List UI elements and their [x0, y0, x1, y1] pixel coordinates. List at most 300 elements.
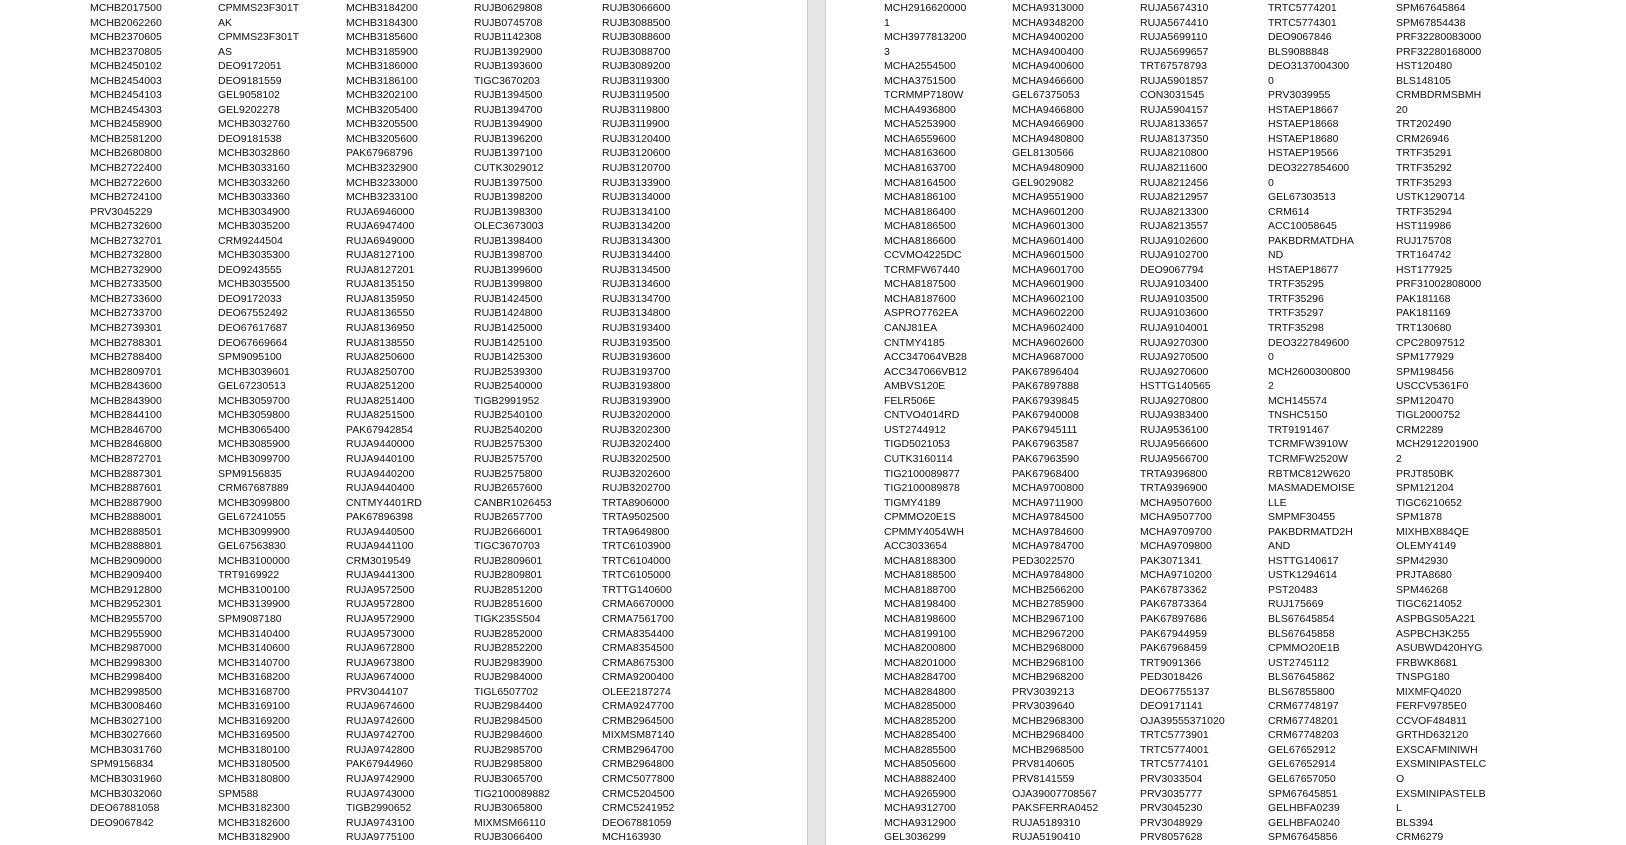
code-cell[interactable]: RUJ175669 [1268, 598, 1324, 611]
code-cell[interactable]: MCHB3033160 [218, 162, 290, 175]
code-cell[interactable]: MCHA9784800 [1012, 569, 1084, 582]
code-cell[interactable]: CPMMY4054WH [884, 525, 964, 538]
code-cell[interactable]: MCHB2732701 [90, 234, 162, 247]
code-cell[interactable]: RUJB2657700 [474, 511, 543, 524]
code-cell[interactable]: RUJA9572900 [346, 612, 415, 625]
code-cell[interactable]: MCHA9709700 [1140, 525, 1212, 538]
code-cell[interactable]: RUJB3134800 [602, 307, 671, 320]
code-cell[interactable]: RUJA8212957 [1140, 191, 1209, 204]
code-cell[interactable]: RUJA9104001 [1140, 322, 1209, 335]
code-cell[interactable]: RUJB2540000 [474, 380, 543, 393]
code-cell[interactable]: TRTC6105000 [602, 569, 671, 582]
code-cell[interactable]: MIXMSM87140 [602, 729, 675, 742]
code-cell[interactable]: PAK67968796 [346, 147, 413, 160]
code-cell[interactable]: RUJB1398400 [474, 234, 543, 247]
code-cell[interactable]: TRT9091366 [1140, 656, 1202, 669]
code-cell[interactable]: CRM67748203 [1268, 729, 1339, 742]
code-cell[interactable]: PAKBDRMATDHA [1268, 234, 1354, 247]
code-cell[interactable]: SPM67645851 [1268, 787, 1338, 800]
code-cell[interactable]: CPMMS23F301T [218, 31, 300, 44]
code-cell[interactable]: RUJB3193900 [602, 394, 671, 407]
code-cell[interactable]: UST2745112 [1268, 656, 1330, 669]
code-cell[interactable]: CRM6279 [1396, 831, 1444, 844]
code-cell[interactable]: MCHB2062260 [90, 16, 162, 29]
code-cell[interactable]: PAK67945111 [1012, 423, 1078, 436]
code-cell[interactable]: RUJA9572800 [346, 598, 415, 611]
code-cell[interactable]: MCHB2968300 [1012, 714, 1084, 727]
code-cell[interactable]: PAK181169 [1396, 307, 1451, 320]
code-cell[interactable]: MCHB2843600 [90, 380, 162, 393]
code-cell[interactable]: MCHB2846800 [90, 438, 162, 451]
code-cell[interactable]: ASPRO7762EA [884, 307, 959, 320]
code-cell[interactable]: CRMC5204500 [602, 787, 675, 800]
code-cell[interactable]: MCHA8285400 [884, 729, 956, 742]
code-cell[interactable]: MCHB2454103 [90, 89, 162, 102]
code-cell[interactable]: RUJA8210800 [1140, 147, 1209, 160]
code-cell[interactable]: MCHB2724100 [90, 191, 162, 204]
code-cell[interactable]: MCHB3033360 [218, 191, 290, 204]
code-cell[interactable]: MCHA8200800 [884, 642, 956, 655]
code-cell[interactable]: RUJB3134400 [602, 249, 671, 262]
code-cell[interactable]: RUJA9742600 [346, 714, 415, 727]
code-cell[interactable]: CRM614 [1268, 205, 1310, 218]
code-cell[interactable]: MCHB2017500 [90, 2, 162, 14]
code-cell[interactable]: RUJB2540100 [474, 409, 543, 422]
code-cell[interactable]: MCHB2968000 [1012, 642, 1084, 655]
code-cell[interactable]: RUJA9270800 [1140, 394, 1209, 407]
code-cell[interactable]: PRV3035777 [1140, 787, 1203, 800]
code-cell[interactable]: RUJB1394900 [474, 118, 543, 131]
code-cell[interactable]: MCHB2998300 [90, 656, 162, 669]
code-cell[interactable]: AS [218, 45, 233, 58]
code-cell[interactable]: RUJB1398700 [474, 249, 543, 262]
code-cell[interactable]: MCHB2967200 [1012, 627, 1084, 640]
code-cell[interactable]: MCHA8198400 [884, 598, 956, 611]
code-cell[interactable]: BLS67645854 [1268, 612, 1335, 625]
code-cell[interactable]: CRM9244504 [218, 234, 283, 247]
code-cell[interactable]: TRTF35292 [1396, 162, 1452, 175]
code-cell[interactable]: MCHB2370805 [90, 45, 162, 58]
code-cell[interactable]: GEL9058102 [218, 89, 280, 102]
code-cell[interactable]: MCHA9601300 [1012, 220, 1084, 233]
code-cell[interactable]: TIGC3670203 [474, 74, 540, 87]
code-cell[interactable]: RUJA8133657 [1140, 118, 1209, 131]
code-cell[interactable]: TIGL2000752 [1396, 409, 1461, 422]
code-cell[interactable]: PRV3039640 [1012, 700, 1075, 713]
code-cell[interactable]: MCHA8186500 [884, 220, 956, 233]
code-cell[interactable]: FRBWK8681 [1396, 656, 1458, 669]
code-cell[interactable]: ACC347066VB12 [884, 365, 967, 378]
code-cell[interactable]: RUJA9270300 [1140, 336, 1209, 349]
code-cell[interactable]: RUJA8251500 [346, 409, 415, 422]
code-cell[interactable]: PAK67939845 [1012, 394, 1079, 407]
code-cell[interactable]: PRV8057628 [1140, 831, 1203, 844]
code-cell[interactable]: MCHB2680800 [90, 147, 162, 160]
code-cell[interactable]: RUJB3065800 [474, 802, 543, 815]
code-cell[interactable]: TRTA9396800 [1140, 467, 1208, 480]
code-cell[interactable]: CRM67748201 [1268, 714, 1339, 727]
code-cell[interactable]: PED3022570 [1012, 554, 1075, 567]
code-cell[interactable]: MCHB3169100 [218, 700, 290, 713]
code-cell[interactable]: RUJB3202500 [602, 452, 671, 465]
code-cell[interactable]: MCHB2968400 [1012, 729, 1084, 742]
code-cell[interactable]: TRTF35291 [1396, 147, 1452, 160]
code-cell[interactable]: MCHB2454003 [90, 74, 162, 87]
code-cell[interactable]: GEL67230513 [218, 380, 286, 393]
code-cell[interactable]: RUJB3119500 [602, 89, 670, 102]
code-cell[interactable]: TRTF35293 [1396, 176, 1452, 189]
code-cell[interactable]: MCHB2788301 [90, 336, 162, 349]
code-cell[interactable]: MCHB3168700 [218, 685, 290, 698]
code-cell[interactable]: TIGL6507702 [474, 685, 539, 698]
code-cell[interactable]: RUJA5189310 [1012, 816, 1081, 829]
code-cell[interactable]: TRTC5773901 [1140, 729, 1209, 742]
code-cell[interactable]: PAK67963590 [1012, 452, 1079, 465]
code-cell[interactable]: RUJB3193600 [602, 351, 671, 364]
code-cell[interactable]: MCHA9601200 [1012, 205, 1084, 218]
code-cell[interactable]: AND [1268, 540, 1291, 553]
code-cell[interactable]: MCHA9466600 [1012, 74, 1084, 87]
code-cell[interactable]: GEL67303513 [1268, 191, 1336, 204]
code-cell[interactable]: RUJB3202000 [602, 409, 671, 422]
code-cell[interactable]: RUJA5904157 [1140, 103, 1209, 116]
code-cell[interactable]: ND [1268, 249, 1284, 262]
code-cell[interactable]: RUJB1397100 [474, 147, 543, 160]
code-cell[interactable]: RUJB1394500 [474, 89, 543, 102]
code-cell[interactable]: RUJA9441300 [346, 569, 415, 582]
code-cell[interactable]: BLS148105 [1396, 74, 1451, 87]
code-cell[interactable]: TIGD5021053 [884, 438, 950, 451]
code-cell[interactable]: MCHB3035300 [218, 249, 290, 262]
code-cell[interactable]: HSTAEP18667 [1268, 103, 1339, 116]
code-cell[interactable]: RUJA8138550 [346, 336, 415, 349]
code-cell[interactable]: CCVMO4225DC [884, 249, 962, 262]
code-cell[interactable]: RUJB3134700 [602, 292, 671, 305]
code-cell[interactable]: SPM9156835 [218, 467, 282, 480]
code-cell[interactable]: MCHB2955700 [90, 612, 162, 625]
code-cell[interactable]: MCHA8285200 [884, 714, 956, 727]
code-cell[interactable]: RUJA9743000 [346, 787, 415, 800]
code-cell[interactable]: RUJB3133900 [602, 176, 671, 189]
code-cell[interactable]: MCHA8187600 [884, 292, 956, 305]
code-cell[interactable]: PAKBDRMATD2H [1268, 525, 1353, 538]
code-cell[interactable]: MCHB3035500 [218, 278, 290, 291]
code-cell[interactable]: MCHA9400600 [1012, 60, 1084, 73]
code-cell[interactable]: O [1396, 772, 1405, 785]
code-cell[interactable]: MCHA3751500 [884, 74, 956, 87]
code-cell[interactable]: PAKSFERRA0452 [1012, 802, 1099, 815]
code-cell[interactable]: RUJA9440000 [346, 438, 415, 451]
code-cell[interactable]: MCHA9602400 [1012, 322, 1084, 335]
code-cell[interactable]: MCHB3169500 [218, 729, 290, 742]
code-cell[interactable]: MCHA9784500 [1012, 511, 1084, 524]
code-cell[interactable]: MCHB2955900 [90, 627, 162, 640]
code-cell[interactable]: CRMC5077800 [602, 772, 675, 785]
code-cell[interactable]: MCHB3168200 [218, 671, 290, 684]
code-cell[interactable]: TRTF35295 [1268, 278, 1324, 291]
code-cell[interactable]: GRTHD632120 [1396, 729, 1469, 742]
code-cell[interactable]: GEL9202278 [218, 103, 280, 116]
code-cell[interactable]: TRT202490 [1396, 118, 1452, 131]
code-cell[interactable]: MCHB3099700 [218, 452, 290, 465]
code-cell[interactable]: MCHB2722600 [90, 176, 162, 189]
code-cell[interactable]: UST2744912 [884, 423, 946, 436]
code-cell[interactable]: SMPMF30455 [1268, 511, 1336, 524]
code-cell[interactable]: MCHB3139900 [218, 598, 290, 611]
code-cell[interactable]: TIG2100089877 [884, 467, 960, 480]
code-cell[interactable]: DEO9181538 [218, 132, 282, 145]
code-cell[interactable]: RUJA5901857 [1140, 74, 1209, 87]
code-cell[interactable]: MCHB2998500 [90, 685, 162, 698]
code-cell[interactable]: DEO9171141 [1140, 700, 1203, 713]
code-cell[interactable]: MCHB3032760 [218, 118, 290, 131]
code-cell[interactable]: CRM67748197 [1268, 700, 1339, 713]
code-cell[interactable]: CRMA8675300 [602, 656, 674, 669]
code-cell[interactable]: TIGMY4189 [884, 496, 941, 509]
code-cell[interactable]: MCHA9348200 [1012, 16, 1084, 29]
code-cell[interactable]: RUJA9742700 [346, 729, 415, 742]
code-cell[interactable]: MCHA8188700 [884, 583, 956, 596]
code-cell[interactable]: MCHB2888001 [90, 511, 162, 524]
code-cell[interactable]: MCHB3034900 [218, 205, 290, 218]
code-cell[interactable]: FERFV9785E0 [1396, 700, 1467, 713]
code-cell[interactable]: MCHA9709800 [1140, 540, 1212, 553]
code-cell[interactable]: MCHB3099800 [218, 496, 290, 509]
code-cell[interactable]: PAK67963587 [1012, 438, 1079, 451]
code-cell[interactable]: RUJB1399800 [474, 278, 543, 291]
code-cell[interactable]: PAK67944960 [346, 758, 413, 771]
code-cell[interactable]: MCHB2733700 [90, 307, 162, 320]
code-cell[interactable]: MCHB3099900 [218, 525, 290, 538]
code-cell[interactable]: SPM198456 [1396, 365, 1454, 378]
code-cell[interactable]: DEO67755137 [1140, 685, 1210, 698]
code-cell[interactable]: MCHA4936800 [884, 103, 956, 116]
code-cell[interactable]: ACC10058645 [1268, 220, 1337, 233]
code-cell[interactable]: LLE [1268, 496, 1287, 509]
code-cell[interactable]: OLEE2187274 [602, 685, 671, 698]
code-cell[interactable]: DEO9172033 [218, 292, 282, 305]
code-cell[interactable]: RUJA9572500 [346, 583, 415, 596]
code-cell[interactable]: CANJ81EA [884, 322, 938, 335]
code-cell[interactable]: SPM177929 [1396, 351, 1454, 364]
code-cell[interactable]: MIXMSM66110 [474, 816, 546, 829]
code-cell[interactable]: RUJB2809601 [474, 554, 543, 567]
code-cell[interactable]: RUJA9742900 [346, 772, 415, 785]
code-cell[interactable]: CRMA8354400 [602, 627, 674, 640]
code-cell[interactable]: GEL67657050 [1268, 772, 1336, 785]
code-cell[interactable]: TRTC6103900 [602, 540, 671, 553]
code-cell[interactable]: RUJB1394700 [474, 103, 543, 116]
code-cell[interactable]: RUJB3120400 [602, 132, 671, 145]
code-cell[interactable]: CUTK3160114 [884, 452, 953, 465]
code-cell[interactable]: TCRMMP7180W [884, 89, 964, 102]
code-cell[interactable]: MCHA9711900 [1012, 496, 1084, 509]
code-cell[interactable]: TCRMFW67440 [884, 263, 960, 276]
code-cell[interactable]: MCHB2788400 [90, 351, 162, 364]
code-cell[interactable]: TIG2100089878 [884, 482, 960, 495]
code-cell[interactable]: MCHB2888501 [90, 525, 162, 538]
code-cell[interactable]: MCHB2454303 [90, 103, 162, 116]
code-cell[interactable]: DEO3137004300 [1268, 60, 1350, 73]
code-cell[interactable]: MCHB2370605 [90, 31, 162, 44]
code-cell[interactable]: DEO9067846 [1268, 31, 1332, 44]
code-cell[interactable]: SPM9156834 [90, 758, 154, 771]
code-cell[interactable]: GEL67241055 [218, 511, 286, 524]
code-cell[interactable]: HSTTG140565 [1140, 380, 1211, 393]
code-cell[interactable]: RUJB0745708 [474, 16, 543, 29]
code-cell[interactable]: MCH2916620000 [884, 2, 967, 14]
code-cell[interactable]: PAK67968459 [1140, 642, 1207, 655]
code-cell[interactable]: CON3031545 [1140, 89, 1205, 102]
code-cell[interactable]: RUJA8250700 [346, 365, 415, 378]
code-cell[interactable]: BLS67645862 [1268, 671, 1335, 684]
code-cell[interactable]: GEL8130566 [1012, 147, 1074, 160]
code-cell[interactable]: DEO67881058 [90, 802, 160, 815]
code-cell[interactable]: MCHA8284800 [884, 685, 956, 698]
code-cell[interactable]: MCHB2909000 [90, 554, 162, 567]
code-cell[interactable]: RUJA8251200 [346, 380, 415, 393]
code-cell[interactable]: MCHB2887900 [90, 496, 162, 509]
code-cell[interactable]: MCHA9601700 [1012, 263, 1084, 276]
code-cell[interactable]: RUJB1397500 [474, 176, 543, 189]
code-cell[interactable]: RUJA9674000 [346, 671, 415, 684]
code-cell[interactable]: MCHA8163700 [884, 162, 956, 175]
code-cell[interactable]: BLS9088848 [1268, 45, 1329, 58]
code-cell[interactable]: RUJB2851600 [474, 598, 543, 611]
code-cell[interactable]: PAK67873362 [1140, 583, 1207, 596]
code-cell[interactable]: MCHB3180800 [218, 772, 290, 785]
code-cell[interactable]: MCHB2888801 [90, 540, 162, 553]
code-cell[interactable]: FELR506E [884, 394, 936, 407]
code-cell[interactable]: TRTA8906000 [602, 496, 670, 509]
code-cell[interactable]: RUJB2983900 [474, 656, 543, 669]
code-cell[interactable]: RUJB3193500 [602, 336, 671, 349]
code-cell[interactable]: 0 [1268, 74, 1274, 87]
code-cell[interactable]: PAK181168 [1396, 292, 1451, 305]
code-cell[interactable]: RUJA8251400 [346, 394, 415, 407]
code-cell[interactable]: GELHBFA0240 [1268, 816, 1340, 829]
code-cell[interactable]: RUJA8136550 [346, 307, 415, 320]
code-cell[interactable]: TCRMFW2520W [1268, 452, 1348, 465]
code-cell[interactable]: MCHA9601500 [1012, 249, 1084, 262]
code-cell[interactable]: MCHB2785900 [1012, 598, 1084, 611]
code-cell[interactable]: MCHA9480800 [1012, 132, 1084, 145]
code-cell[interactable]: ACC347064VB28 [884, 351, 967, 364]
code-cell[interactable]: RUJA9742800 [346, 743, 415, 756]
code-cell[interactable]: 0 [1268, 176, 1274, 189]
code-cell[interactable]: RUJA9743100 [346, 816, 415, 829]
code-cell[interactable]: CNTVO4014RD [884, 409, 960, 422]
code-cell[interactable]: CRM2289 [1396, 423, 1444, 436]
code-cell[interactable]: MCHB2809701 [90, 365, 162, 378]
code-cell[interactable]: MCHA9784600 [1012, 525, 1084, 538]
code-cell[interactable]: RUJB2575800 [474, 467, 543, 480]
code-cell[interactable]: RUJ175708 [1396, 234, 1452, 247]
code-cell[interactable]: MCHA9312700 [884, 802, 956, 815]
code-cell[interactable]: PRV3045230 [1140, 802, 1203, 815]
code-cell[interactable]: PST20483 [1268, 583, 1318, 596]
code-cell[interactable]: RUJA9566600 [1140, 438, 1209, 451]
code-cell[interactable]: PAK67968400 [1012, 467, 1079, 480]
code-cell[interactable]: MCHA9466900 [1012, 118, 1084, 131]
code-cell[interactable]: RUJB2984500 [474, 714, 543, 727]
code-cell[interactable]: DEO9067794 [1140, 263, 1204, 276]
code-cell[interactable]: USCCV5361F0 [1396, 380, 1469, 393]
code-cell[interactable]: TIGK235S504 [474, 612, 541, 625]
code-cell[interactable]: EXSMINIPASTELC [1396, 758, 1487, 771]
code-cell[interactable]: RUJA8135150 [346, 278, 415, 291]
code-cell[interactable]: RUJB3134600 [602, 278, 671, 291]
code-cell[interactable]: RUJB2540200 [474, 423, 543, 436]
code-cell[interactable]: RUJA9674600 [346, 700, 415, 713]
code-cell[interactable]: MCHB2998400 [90, 671, 162, 684]
code-cell[interactable]: MCHA5253900 [884, 118, 956, 131]
code-cell[interactable]: RUJB2657600 [474, 482, 543, 495]
code-cell[interactable]: MCH2600300800 [1268, 365, 1351, 378]
code-cell[interactable]: MCHB3008460 [90, 700, 162, 713]
code-cell[interactable]: MCHA2554500 [884, 60, 956, 73]
code-cell[interactable]: MCHB3186000 [346, 60, 418, 73]
code-cell[interactable]: PRJTA8680 [1396, 569, 1452, 582]
code-cell[interactable]: PAK67873364 [1140, 598, 1207, 611]
code-cell[interactable]: CRMA9247700 [602, 700, 674, 713]
code-cell[interactable]: RUJB2575300 [474, 438, 543, 451]
code-cell[interactable]: MCHA8285500 [884, 743, 956, 756]
code-cell[interactable]: 3 [884, 45, 890, 58]
code-cell[interactable]: RUJA9383400 [1140, 409, 1209, 422]
code-cell[interactable]: RUJB3119900 [602, 118, 670, 131]
code-cell[interactable]: RUJB3134000 [602, 191, 671, 204]
code-cell[interactable]: MCHA8186600 [884, 234, 956, 247]
code-cell[interactable]: TRTC5774201 [1268, 2, 1337, 14]
code-cell[interactable]: MCHA9551900 [1012, 191, 1084, 204]
code-cell[interactable]: MCHB3039601 [218, 365, 290, 378]
code-cell[interactable]: MCHB3059700 [218, 394, 290, 407]
code-cell[interactable]: AK [218, 16, 233, 29]
code-cell[interactable]: MCHB3205500 [346, 118, 418, 131]
code-cell[interactable]: RUJB0629808 [474, 2, 543, 14]
code-cell[interactable]: MCHA9480900 [1012, 162, 1084, 175]
code-cell[interactable]: MCHA9313000 [1012, 2, 1084, 14]
code-cell[interactable]: PAK67897686 [1140, 612, 1207, 625]
code-cell[interactable]: TRTC5774101 [1140, 758, 1209, 771]
code-cell[interactable]: CNTMY4401RD [346, 496, 422, 509]
code-cell[interactable]: RUJA5699657 [1140, 45, 1209, 58]
code-cell[interactable]: PRV3045229 [90, 205, 153, 218]
code-cell[interactable]: RUJA8213557 [1140, 220, 1209, 233]
code-cell[interactable]: MCHA9466800 [1012, 103, 1084, 116]
code-cell[interactable]: MCHA9601900 [1012, 278, 1084, 291]
code-cell[interactable]: SPM1878 [1396, 511, 1443, 524]
code-cell[interactable]: RUJB2851200 [474, 583, 543, 596]
code-cell[interactable]: RUJA9103500 [1140, 292, 1209, 305]
code-cell[interactable]: PAK67940008 [1012, 409, 1079, 422]
code-cell[interactable]: PRF32280083000 [1396, 31, 1482, 44]
code-cell[interactable]: RUJB1398200 [474, 191, 543, 204]
code-cell[interactable]: GEL67652914 [1268, 758, 1336, 771]
code-cell[interactable]: PRV3033504 [1140, 772, 1203, 785]
code-cell[interactable]: RUJB3202600 [602, 467, 671, 480]
code-cell[interactable]: MCH163930 [602, 831, 661, 844]
code-cell[interactable]: MCHA9507700 [1140, 511, 1212, 524]
code-cell[interactable]: GEL67375053 [1012, 89, 1080, 102]
code-cell[interactable]: PAK67897888 [1012, 380, 1079, 393]
code-cell[interactable]: MCHB2581200 [90, 132, 162, 145]
code-cell[interactable]: MCHA8284700 [884, 671, 956, 684]
code-cell[interactable]: RUJB3193700 [602, 365, 671, 378]
code-cell[interactable]: CCVOF484811 [1396, 714, 1468, 727]
code-cell[interactable]: MCHB3233000 [346, 176, 418, 189]
